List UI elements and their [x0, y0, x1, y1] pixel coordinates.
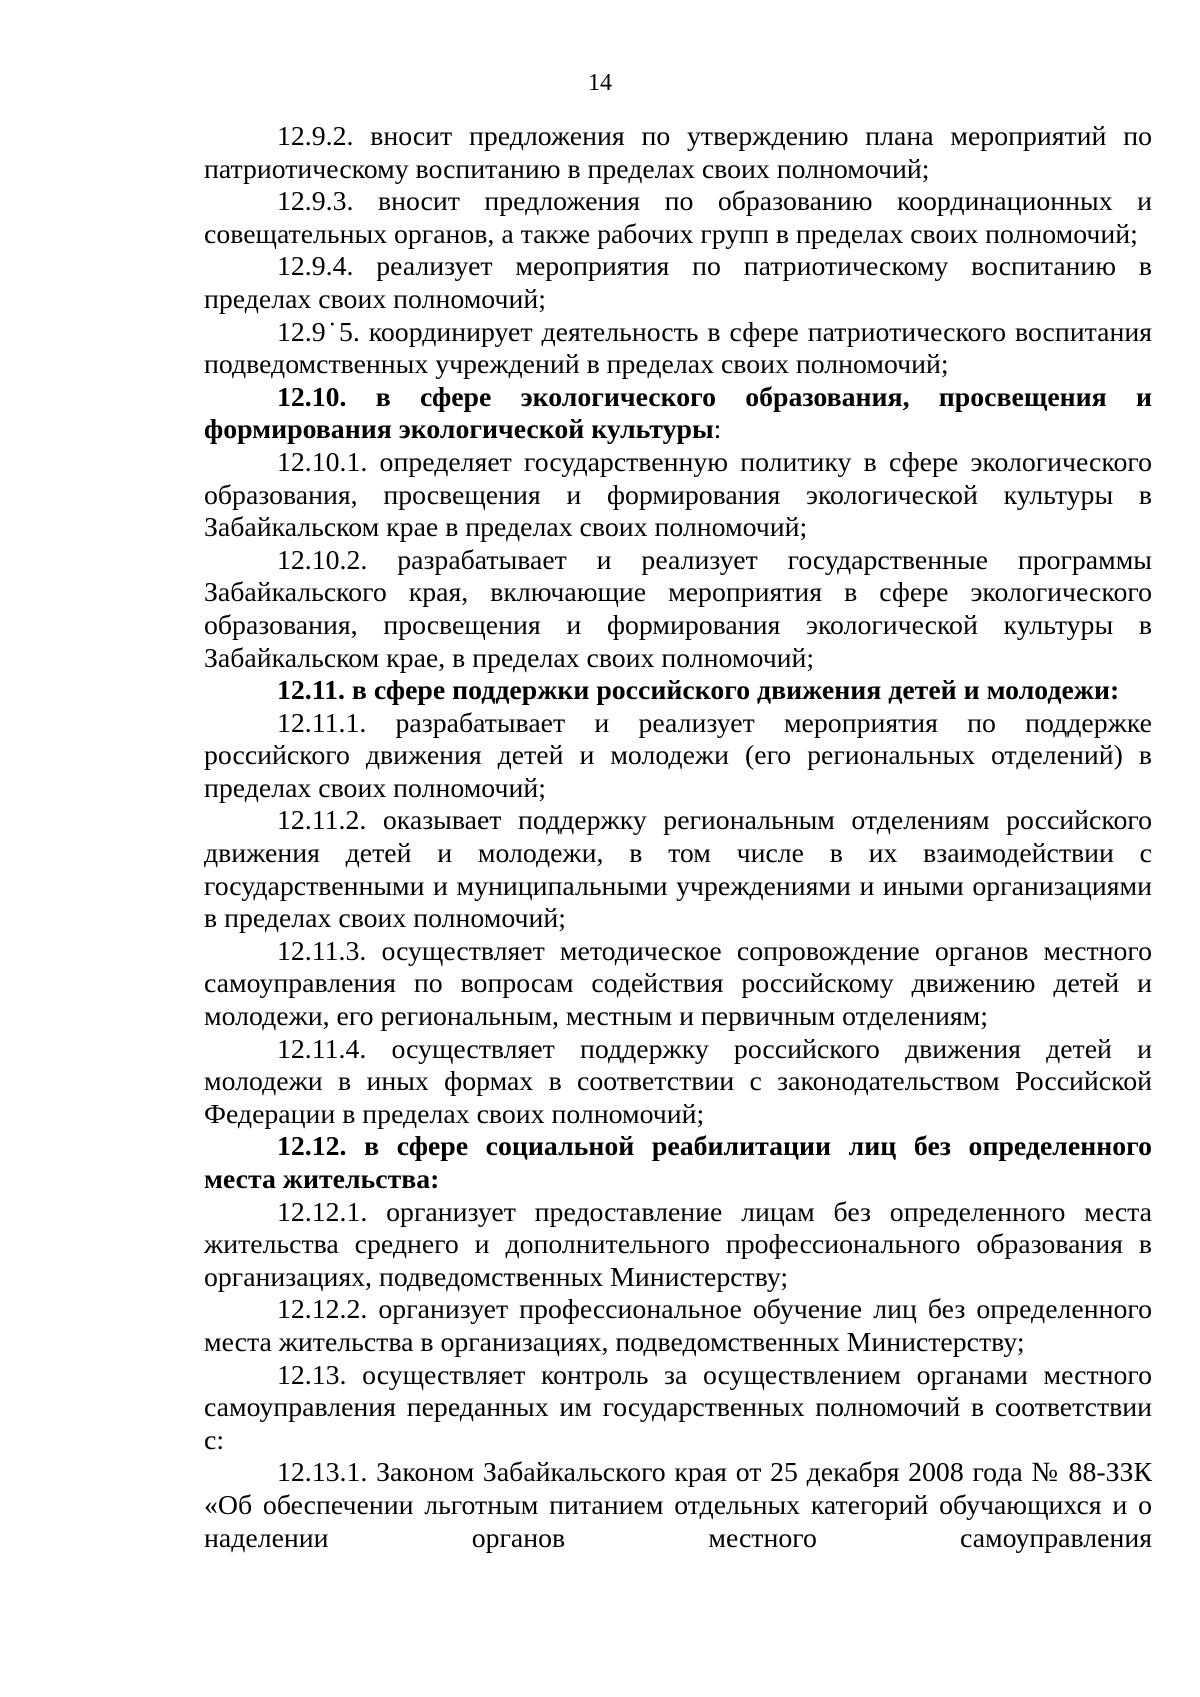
- section-heading-12-11: [204, 675, 1152, 708]
- document-body: [204, 121, 1152, 1555]
- section-heading-12-12: [204, 1131, 1152, 1196]
- paragraph-12-13-1: [204, 1457, 1152, 1555]
- paragraph-text: 12.9.2. вносит предложения по утверждению плана мероприятий по патриотическому воспитанию в пределах своих полномочий;: [204, 121, 1152, 185]
- section-heading-text: 12.11. в сфере поддержки российского движения детей и молодежи:: [277, 675, 1120, 707]
- paragraph-12-10-1: [204, 447, 1152, 545]
- paragraph-text: 12.12.2. организует профессиональное обучение лиц без определенного места жительства в организациях, подведомственных Министерству;: [204, 1294, 1152, 1358]
- section-heading-text: 12.10. в сфере экологического образования, просвещения и формирования экологической культуры: [204, 381, 1152, 446]
- paragraph-text: 12.11.2. оказывает поддержку региональным отделениям российского движения детей и молодежи, в том числе в их взаимодействии с государственными и муниципальными учреждениями и иными организациями в пределах своих полномочий;: [204, 805, 1152, 935]
- paragraph-12-9-3: [204, 186, 1152, 251]
- page-number: 14: [588, 70, 612, 96]
- paragraph-12-11-2: [204, 805, 1152, 935]
- paragraph-text: 12.13.1. Законом Забайкальского края от 25 декабря 2008 года № 88-ЗЗК «Об обеспечении льготным питанием отдельных категорий обучающихся и о наделении органов местного самоуправления: [204, 1457, 1152, 1554]
- paragraph-text: 12.9.4. реализует мероприятия по патриотическому воспитанию в пределах своих полномочий;: [204, 251, 1152, 315]
- section-heading-12-10: [204, 382, 1152, 447]
- paragraph-12-9-4: [204, 251, 1152, 316]
- paragraph-text: 12.11.1. разрабатывает и реализует мероприятия по поддержке российского движения детей и молодежи (его региональных отделений) в пределах своих полномочий;: [204, 707, 1152, 804]
- paragraph-12-11-1: [204, 708, 1152, 806]
- paragraph-text: 12.9.3. вносит предложения по образованию координационных и совещательных органов, а также рабочих групп в пределах своих полномочий;: [204, 186, 1152, 250]
- paragraph-12-13: [204, 1360, 1152, 1458]
- paragraph-12-9-2: [204, 121, 1152, 186]
- paragraph-text: 12.13. осуществляет контроль за осуществлением органами местного самоуправления переданных им государственных полномочий в соответствии с:: [204, 1359, 1152, 1456]
- paragraph-12-12-1: [204, 1197, 1152, 1295]
- paragraph-12-12-2: [204, 1294, 1152, 1359]
- paragraph-12-10-2: [204, 545, 1152, 675]
- section-heading-text: 12.12. в сфере социальной реабилитации лиц без определенного места жительства:: [204, 1131, 1152, 1195]
- paragraph-text: 12.11.3. осуществляет методическое сопровождение органов местного самоуправления по вопросам содействия российскому движению детей и молодежи, его региональным, местным и первичным отделениям;: [204, 935, 1152, 1033]
- heading-suffix: :: [713, 414, 722, 446]
- paragraph-text: 12.12.1. организует предоставление лицам без определенного места жительства среднего и дополнительного профессионального образования в организациях, подведомственных Министерству;: [204, 1196, 1152, 1293]
- paragraph-text: 12.10.1. определяет государственную политику в сфере экологического образования, просвещения и формирования экологической культуры в Забайкальском крае в пределах своих полномочий;: [204, 446, 1152, 544]
- paragraph-text: 12.10.2. разрабатывает и реализует государственные программы Забайкальского края, включающие мероприятия в сфере экологического образования, просвещения и формирования экологической культуры в Забайкальском крае, в пределах своих полномочий;: [204, 544, 1152, 674]
- paragraph-text: 12.11.4. осуществляет поддержку российского движения детей и молодежи в иных формах в соответствии с законодательством Российской Федерации в пределах своих полномочий;: [204, 1033, 1152, 1130]
- paragraph-12-11-4: [204, 1034, 1152, 1132]
- paragraph-text: 12.9˙5. координирует деятельность в сфере патриотического воспитания подведомственных учреждений в пределах своих полномочий;: [204, 316, 1152, 381]
- paragraph-12-9-5: [204, 317, 1152, 382]
- paragraph-12-11-3: [204, 936, 1152, 1034]
